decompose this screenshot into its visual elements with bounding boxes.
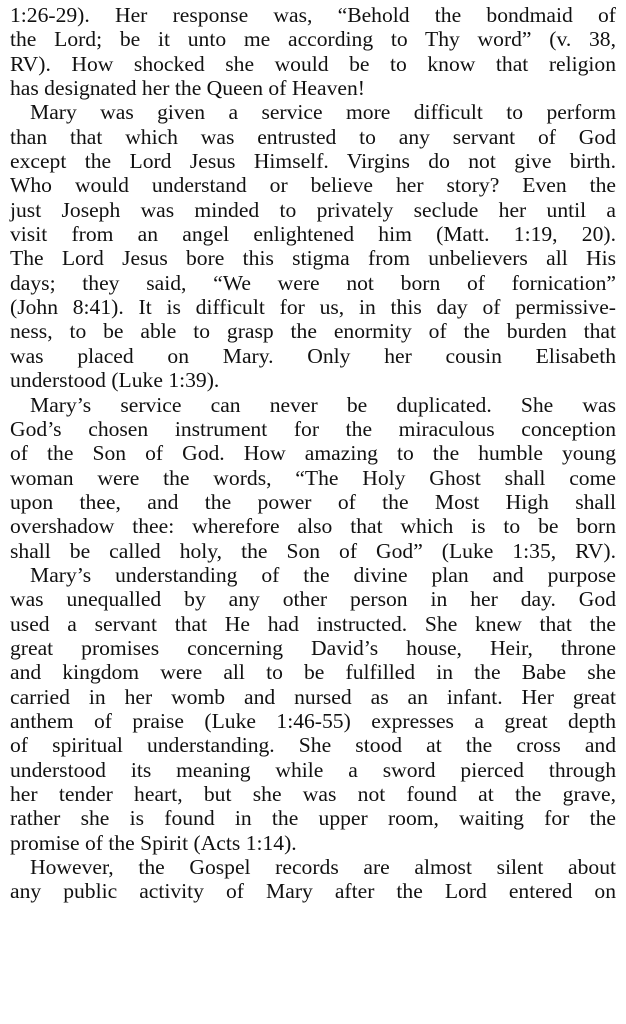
text-line: The Lord Jesus bore this stigma from unbelievers all His bbox=[10, 246, 616, 271]
text-line: Who would understand or believe her story? Even the bbox=[10, 173, 616, 198]
text-line: Mary’s service can never be duplicated. She was bbox=[30, 392, 616, 417]
text-line: days; they said, “We were not born of fornication” bbox=[10, 270, 616, 295]
text-line: of the Son of God. How amazing to the humble young bbox=[10, 441, 616, 466]
text-line: RV). How shocked she would be to know that religion bbox=[10, 51, 616, 76]
text-line: shall be called holy, the Son of God” (Luke 1:35, RV). bbox=[10, 538, 616, 563]
text-line: anthem of praise (Luke 1:46-55) expresses a great depth bbox=[10, 708, 616, 733]
text-line: her tender heart, but she was not found at the grave, bbox=[10, 782, 616, 806]
paragraph-1 bbox=[10, 3, 616, 100]
text-line: and kingdom were all to be fulfilled in the Babe she bbox=[10, 660, 616, 685]
text-line: was unequalled by any other person in her day. God bbox=[10, 587, 616, 612]
text-line: was placed on Mary. Only her cousin Elisabeth bbox=[10, 343, 616, 368]
text-line: just Joseph was minded to privately seclude her until a bbox=[10, 197, 616, 222]
paragraph-2 bbox=[10, 100, 616, 392]
document-page bbox=[10, 3, 616, 904]
text-line: promise of the Spirit (Acts 1:14). bbox=[10, 830, 297, 855]
text-line: great promises concerning David’s house, Heir, throne bbox=[10, 635, 616, 660]
text-line: except the Lord Jesus Himself. Virgins do not give birth. bbox=[10, 149, 616, 174]
text-line: carried in her womb and nursed as an infant. Her great bbox=[10, 684, 616, 709]
text-line: God’s chosen instrument for the miraculous conception bbox=[10, 416, 616, 441]
text-line: upon thee, and the power of the Most High shall bbox=[10, 489, 616, 514]
text-line: understood (Luke 1:39). bbox=[10, 368, 220, 393]
text-line: ness, to be able to grasp the enormity of the burden that bbox=[10, 319, 616, 344]
text-line: than that which was entrusted to any servant of God bbox=[10, 124, 616, 149]
text-line: However, the Gospel records are almost silent about bbox=[30, 855, 616, 880]
paragraph-5 bbox=[10, 855, 616, 904]
text-line: understood its meaning while a sword pierced through bbox=[10, 757, 616, 782]
text-line: 1:26-29). Her response was, “Behold the bondmaid of bbox=[10, 3, 616, 27]
text-line: used a servant that He had instructed. She knew that the bbox=[10, 611, 616, 636]
text-line: rather she is found in the upper room, waiting for the bbox=[10, 806, 616, 831]
text-line: (John 8:41). It is difficult for us, in this day of permissive- bbox=[10, 295, 616, 320]
text-line: woman were the words, “The Holy Ghost shall come bbox=[10, 465, 616, 490]
text-line: visit from an angel enlightened him (Matt. 1:19, 20). bbox=[10, 222, 616, 247]
text-line: has designated her the Queen of Heaven! bbox=[10, 76, 365, 101]
text-line: Mary was given a service more difficult to perform bbox=[30, 100, 616, 125]
text-line: of spiritual understanding. She stood at the cross and bbox=[10, 733, 616, 758]
text-line: overshadow thee: wherefore also that which is to be born bbox=[10, 514, 616, 539]
text-line: any public activity of Mary after the Lord entered on bbox=[10, 879, 616, 904]
text-line: the Lord; be it unto me according to Thy word” (v. 38, bbox=[10, 27, 616, 52]
text-line: Mary’s understanding of the divine plan and purpose bbox=[30, 562, 616, 587]
paragraph-3 bbox=[10, 393, 616, 563]
paragraph-4 bbox=[10, 563, 616, 855]
